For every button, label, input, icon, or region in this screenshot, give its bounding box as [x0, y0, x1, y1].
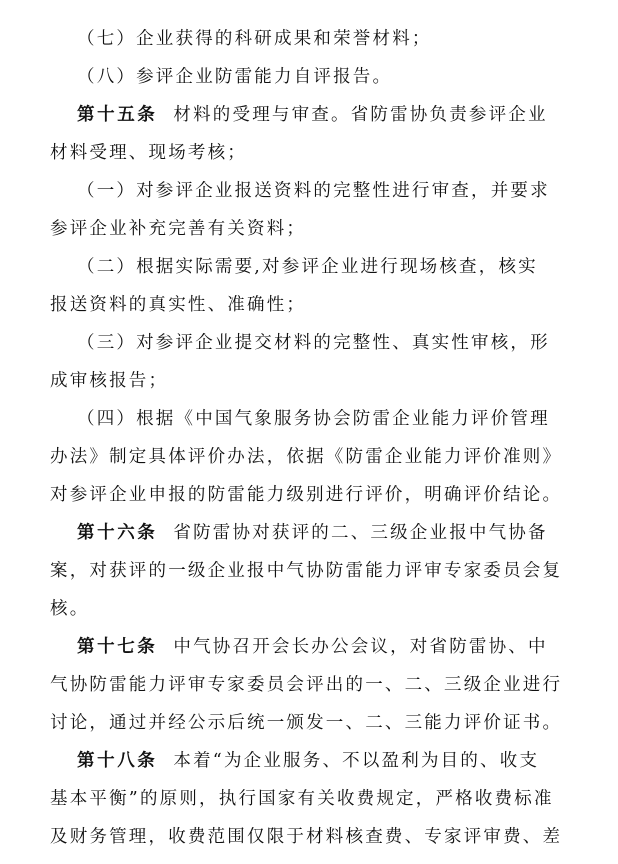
item-1-continuation [50, 217, 306, 241]
article-18-heading [77, 749, 539, 773]
article-18-continuation-2 [50, 825, 562, 849]
article-17-continuation-1 [50, 673, 562, 697]
item-3-continuation [50, 369, 168, 393]
line-text: 办法》制定具体评价办法，依据《防雷企业能力评价准则》 [50, 447, 563, 467]
line-text: 气协防雷能力评审专家委员会评出的一、二、三级企业进行 [50, 675, 563, 695]
item-2-line [77, 255, 538, 279]
article-number: 第十六条 [77, 523, 158, 543]
line-text: （四）根据《中国气象服务协会防雷企业能力评价管理 [77, 409, 550, 429]
item-8-line [77, 65, 392, 89]
line-text: 基本平衡”的原则，执行国家有关收费规定，严格收费标准 [50, 789, 554, 809]
line-text: 材料的受理与审查。省防雷协负责参评企业 [173, 105, 548, 125]
line-text: 对参评企业申报的防雷能力级别进行评价，明确评价结论。 [50, 485, 563, 505]
item-2-continuation [50, 293, 306, 317]
article-15-continuation [50, 141, 247, 165]
line-text: 本着“为企业服务、不以盈利为目的、收支 [173, 751, 540, 771]
article-16-continuation-2 [50, 597, 89, 621]
item-7-line [77, 27, 432, 51]
article-15-heading [77, 103, 548, 127]
article-17-continuation-2 [50, 711, 562, 735]
article-number: 第十七条 [77, 637, 158, 657]
item-4-continuation-2 [50, 483, 562, 507]
line-text: （七）企业获得的科研成果和荣誉材料； [77, 29, 432, 49]
line-text: 材料受理、现场考核； [50, 143, 247, 163]
item-4-continuation-1 [50, 445, 562, 469]
line-text: 省防雷协对获评的二、三级企业报中气协备 [173, 523, 548, 543]
line-text: （一）对参评企业报送资料的完整性进行审查，并要求 [77, 181, 550, 201]
line-text: 中气协召开会长办公会议，对省防雷协、中 [173, 637, 548, 657]
article-number: 第十八条 [77, 751, 158, 771]
article-16-continuation-1 [50, 559, 562, 583]
line-text: 成审核报告； [50, 371, 169, 391]
item-4-line [77, 407, 550, 431]
line-text: 报送资料的真实性、准确性； [50, 295, 307, 315]
line-text: （八）参评企业防雷能力自评报告。 [77, 67, 393, 87]
article-17-heading [77, 635, 548, 659]
line-text: 讨论，通过并经公示后统一颁发一、二、三能力评价证书。 [50, 713, 563, 733]
article-number: 第十五条 [77, 105, 158, 125]
line-text: 参评企业补充完善有关资料； [50, 219, 307, 239]
item-1-line [77, 179, 550, 203]
line-text: 核。 [50, 599, 90, 619]
article-18-continuation-1 [50, 787, 554, 811]
line-text: （二）根据实际需要,对参评企业进行现场核查，核实 [77, 257, 538, 277]
article-16-heading [77, 521, 548, 545]
line-text: 及财务管理，收费范围仅限于材料核查费、专家评审费、差 [50, 827, 563, 847]
line-text: （三）对参评企业提交材料的完整性、真实性审核，形 [77, 333, 550, 353]
item-3-line [77, 331, 550, 355]
line-text: 案，对获评的一级企业报中气协防雷能力评审专家委员会复 [50, 561, 563, 581]
